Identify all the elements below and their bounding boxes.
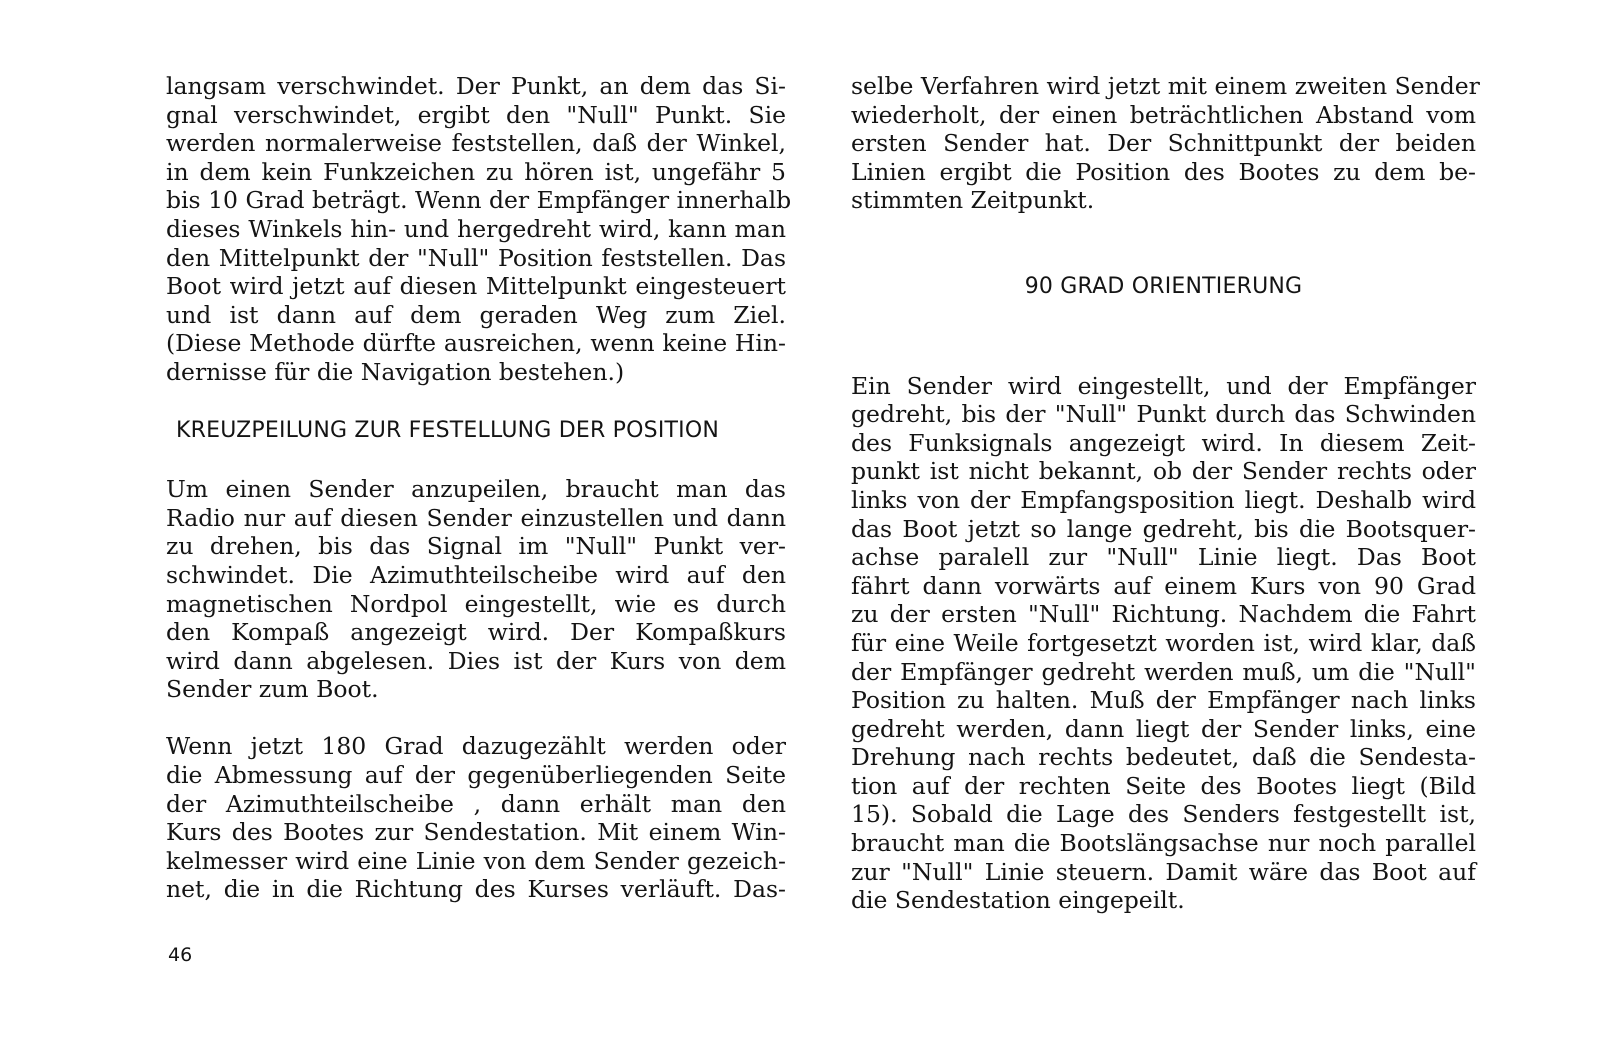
text-line: (Diese Methode dürfte ausreichen, wenn keine Hin- [166, 329, 786, 358]
text-line: braucht man die Bootslängsachse nur noch parallel [851, 829, 1476, 858]
section-heading-kreuzpeilung: KREUZPEILUNG ZUR FESTELLUNG DER POSITION [176, 417, 720, 443]
text-line: den Mittelpunkt der "Null" Position feststellen. Das [166, 243, 786, 272]
text-line: Drehung nach rechts bedeutet, daß die Sendesta- [851, 743, 1476, 772]
text-line: Um einen Sender anzupeilen, braucht man das [166, 475, 786, 504]
text-line: gedreht, bis der "Null" Punkt durch das Schwinden [851, 400, 1476, 429]
text-line: wiederholt, der einen beträchtlichen Abstand vom [851, 100, 1476, 129]
text-line: links von der Empfangsposition liegt. Deshalb wird [851, 485, 1476, 514]
text-line: das Boot jetzt so lange gedreht, bis die Bootsquer- [851, 514, 1476, 543]
text-line: magnetischen Nordpol eingestellt, wie es durch [166, 589, 786, 618]
text-line: ersten Sender hat. Der Schnittpunkt der beiden [851, 129, 1476, 158]
text-line: tion auf der rechten Seite des Bootes liegt (Bild [851, 771, 1476, 800]
text-line: der Empfänger gedreht werden muß, um die "Null" [851, 657, 1476, 686]
text-line: den Kompaß angezeigt wird. Der Kompaßkurs [166, 618, 786, 647]
page-number: 46 [168, 944, 193, 966]
text-line: Sender zum Boot. [166, 675, 379, 704]
left-paragraph-1 [166, 72, 792, 387]
text-line: werden normalerweise feststellen, daß der Winkel, [166, 129, 786, 158]
text-line: Kurs des Bootes zur Sendestation. Mit einem Win- [166, 818, 786, 847]
text-line: gnal verschwindet, ergibt den "Null" Punkt. Sie [166, 100, 786, 129]
text-line: zur "Null" Linie steuern. Damit wäre das Boot auf [851, 857, 1476, 886]
text-line: 15). Sobald die Lage des Senders festgestellt ist, [851, 800, 1476, 829]
left-paragraph-2 [166, 475, 786, 704]
text-line: des Funksignals angezeigt wird. In diesem Zeit- [851, 428, 1476, 457]
left-column [166, 72, 792, 904]
paragraph-gap [166, 704, 786, 733]
right-column [851, 72, 1480, 915]
left-paragraph-3 [166, 732, 786, 904]
text-line: die Sendestation eingepeilt. [851, 886, 1185, 915]
text-line: die Abmessung auf der gegenüberliegenden Seite [166, 761, 786, 790]
text-line: in dem kein Funkzeichen zu hören ist, ungefähr 5 [166, 157, 786, 186]
text-line: Position zu halten. Muß der Empfänger nach links [851, 686, 1476, 715]
text-line: dieses Winkels hin- und hergedreht wird, kann man [166, 214, 786, 243]
text-line: bis 10 Grad beträgt. Wenn der Empfänger innerhalb [166, 186, 792, 215]
text-line: kelmesser wird eine Linie von dem Sender gezeich- [166, 846, 786, 875]
text-line: Wenn jetzt 180 Grad dazugezählt werden oder [166, 732, 786, 761]
text-line: net, die in die Richtung des Kurses verläuft. Das- [166, 875, 786, 904]
text-line: Boot wird jetzt auf diesen Mittelpunkt eingesteuert [166, 272, 786, 301]
text-line: schwindet. Die Azimuthteilscheibe wird auf den [166, 560, 786, 589]
text-line: Ein Sender wird eingestellt, und der Empfänger [851, 371, 1476, 400]
right-paragraph-2 [851, 372, 1476, 915]
text-line: zu der ersten "Null" Richtung. Nachdem die Fahrt [851, 600, 1476, 629]
text-line: und ist dann auf dem geraden Weg zum Ziel. [166, 300, 786, 329]
text-line: langsam verschwindet. Der Punkt, an dem das Si- [166, 72, 786, 100]
text-line: wird dann abgelesen. Dies ist der Kurs von dem [166, 646, 786, 675]
text-line: dernisse für die Navigation bestehen.) [166, 357, 625, 386]
text-line: fährt dann vorwärts auf einem Kurs von 90 Grad [851, 571, 1476, 600]
text-line: selbe Verfahren wird jetzt mit einem zweiten Sender [851, 72, 1480, 100]
text-line: stimmten Zeitpunkt. [851, 186, 1095, 215]
text-line: der Azimuthteilscheibe , dann erhält man den [166, 789, 786, 818]
text-line: achse paralell zur "Null" Linie liegt. Das Boot [851, 543, 1476, 572]
text-line: punkt ist nicht bekannt, ob der Sender rechts oder [851, 457, 1476, 486]
text-line: Linien ergibt die Position des Bootes zu dem be- [851, 157, 1476, 186]
section-heading-90-grad: 90 GRAD ORIENTIERUNG [1024, 273, 1303, 299]
right-paragraph-1 [851, 72, 1480, 215]
text-line: zu drehen, bis das Signal im "Null" Punkt ver- [166, 532, 786, 561]
text-line: gedreht werden, dann liegt der Sender links, eine [851, 714, 1476, 743]
text-line: Radio nur auf diesen Sender einzustellen und dann [166, 503, 786, 532]
text-line: für eine Weile fortgesetzt worden ist, wird klar, daß [851, 628, 1476, 657]
